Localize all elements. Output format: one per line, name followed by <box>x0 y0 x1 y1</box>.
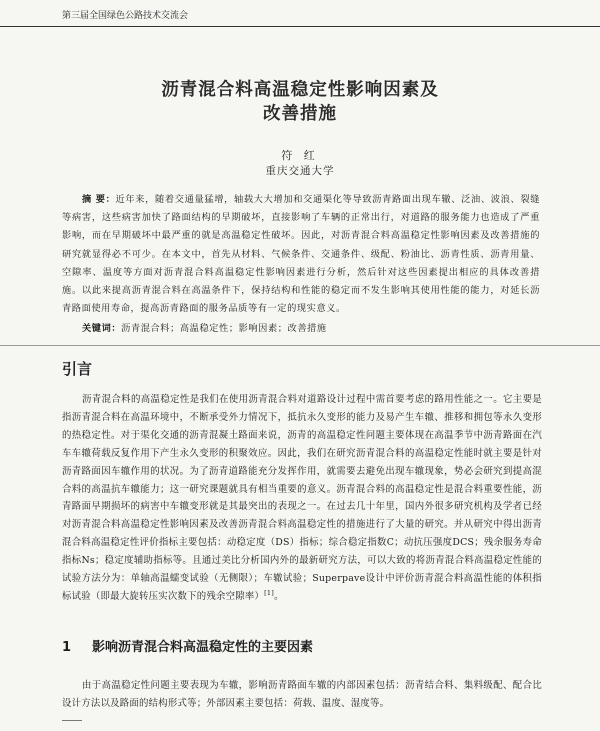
keywords-text: 沥青混合料；高温稳定性；影响因素；改善措施 <box>121 323 327 334</box>
header-rule <box>0 26 600 27</box>
section-1-number: 1 <box>62 640 72 655</box>
abstract-text: 近年来，随着交通量猛增，轴载大大增加和交通渠化等导致沥青路面出现车辙、泛油、波浪、裂缝等病害，这些病害加快了路面结构的早期破坏，直接影响了车辆的正常出行，对道路的服务能力也造成了严重影响，而在早期破坏中最严重的就是高温稳定性破坏。因此，对沥青混合料高温稳定性影响因素及改善措施的研究就显得必不可少。在本文中，首先从材料、气候条件、交通条件、级配、粉油比、沥青性质、沥青用量、空隙率、温度等方面对沥青混合料高温稳定性影响因素进行分析，然后针对这些因素提出相应的具体改善措施。以此来提高沥青混合料在高温条件下，保持结构和性能的稳定而不发生影响其使用性能的能力，对延长沥青路面使用寿命，提高沥青路面的服务品质等有一定的现实意义。 <box>62 194 540 315</box>
keywords-label: 关键词： <box>82 323 122 334</box>
keywords <box>82 320 327 334</box>
affiliation: 重庆交通大学 <box>265 165 335 177</box>
section-1-heading <box>62 636 313 655</box>
section-1-paragraph: 由于高温稳定性问题主要表现为车辙，影响沥青路面车辙的内部因素包括：沥青结合料、集料级配、配合比设计方法以及路面的结构形式等；外部因素主要包括：荷载、温度、湿度等。 <box>62 680 542 709</box>
intro-heading: 引言 <box>62 360 93 378</box>
abstract-label: 摘 要： <box>82 194 116 205</box>
citation-marker: [1] <box>264 588 275 597</box>
intro-paragraph-text: 沥青混合料的高温稳定性是我们在使用沥青混合料对道路设计过程中需首要考虑的路用性能之一。它主要是指沥青混合料在高温环境中，不断承受外力情况下，抵抗永久变形的能力及易产生车辙、推移和拥包等永久变形的热稳定性。对于渠化交通的沥青混凝土路面来说，沥青的高温稳定性问题主要体现在高温季节中沥青路面在汽车车辙荷载反复作用下产生永久变形的积聚效应。因此，我们在研究沥青混合料的高温稳定性能时就主要是针对沥青路面因车辙作用的状况。为了沥青道路能充分发挥作用，就需要去避免出现车辙现象，势必会研究到提高混合料的高温抗车辙能力；这一研究课题就具有相当重要的意义。沥青混合料的高温稳定性是混合料重要性能，沥青路面早期损坏的病害中车辙变形就是其最突出的表现之一。在过去几十年里，国内外很多研究机构及学者已经对沥青混合料高温稳定性影响因素及改善沥青混合料高温稳定性的措施进行了大量的研究。并从研究中得出沥青混合料高温稳定性评价指标主要包括：动稳定度（DS）指标；综合稳定指数C；动抗压强度DCS；残余服务寿命指标Ns；稳定度辅助指标等。且通过美比分析国内外的最新研究方法，可以大致的将沥青混合料高温稳定性能的试验方法分为：单轴高温蠕变试验（无侧限）；车辙试验；Superpave设计中评价沥青混合料高温性能的体积指标试验（即最大旋转压实次数下的残余空隙率） <box>62 394 542 602</box>
running-header: 第三届全国绿色公路技术交流会 <box>62 11 189 21</box>
paper-title-line-1: 沥青混合料高温稳定性影响因素及 <box>161 80 439 100</box>
intro-paragraph <box>62 391 542 606</box>
paper-title-line-2: 改善措施 <box>263 104 337 124</box>
section-1-title: 影响沥青混合料高温稳定性的主要因素 <box>92 640 314 655</box>
footer-rule <box>62 720 82 721</box>
intro-paragraph-end: 。 <box>274 590 284 602</box>
section-divider <box>0 345 600 346</box>
author: 符 红 <box>281 149 319 162</box>
abstract <box>62 191 540 318</box>
